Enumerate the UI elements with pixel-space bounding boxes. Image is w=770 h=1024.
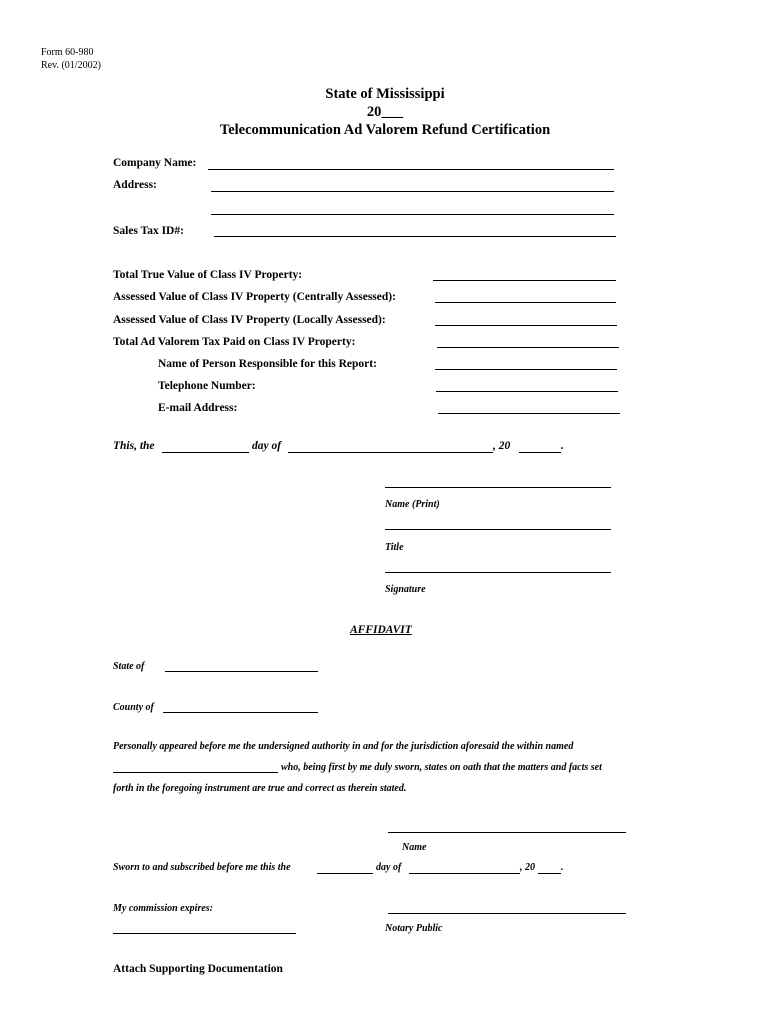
title-year: 20___ (366, 104, 404, 120)
year-field[interactable] (519, 452, 561, 453)
state-of-field[interactable] (165, 671, 318, 672)
email-label: E-mail Address: (158, 402, 238, 414)
sales-tax-field[interactable] (214, 236, 616, 237)
assessed-local-field[interactable] (435, 325, 617, 326)
assessed-local-label: Assessed Value of Class IV Property (Locally Assessed): (113, 314, 386, 326)
affidavit-paragraph-line-3: forth in the foregoing instrument are true and correct as therein stated. (113, 783, 407, 794)
address-field-line-1[interactable] (211, 191, 614, 192)
company-name-field[interactable] (208, 169, 614, 170)
page-title: Telecommunication Ad Valorem Refund Certification (219, 122, 551, 138)
tax-paid-label: Total Ad Valorem Tax Paid on Class IV Property: (113, 336, 356, 348)
total-true-value-field[interactable] (433, 280, 616, 281)
commission-expires-field[interactable] (113, 933, 296, 934)
total-true-value-label: Total True Value of Class IV Property: (113, 269, 303, 281)
title-label: Title (385, 542, 404, 553)
title-field[interactable] (385, 529, 611, 530)
day-field[interactable] (162, 452, 249, 453)
assessed-central-label: Assessed Value of Class IV Property (Centrally Assessed): (113, 291, 396, 303)
form-number: Form 60-980 (41, 47, 94, 58)
sworn-year-field[interactable] (538, 873, 561, 874)
notary-signature-field[interactable] (388, 913, 626, 914)
email-field[interactable] (438, 413, 620, 414)
sworn-month-field[interactable] (409, 873, 520, 874)
affiant-name-field[interactable] (113, 772, 278, 773)
name-print-label: Name (Print) (385, 499, 440, 510)
sworn-period: . (561, 862, 564, 873)
tax-paid-field[interactable] (437, 347, 619, 348)
form-revision: Rev. (01/2002) (41, 60, 101, 71)
affidavit-heading: AFFIDAVIT (350, 624, 412, 636)
address-field-line-2[interactable] (211, 214, 614, 215)
sworn-year-prefix: , 20 (520, 862, 535, 873)
sworn-day-field[interactable] (317, 873, 373, 874)
responsible-person-label: Name of Person Responsible for this Report: (158, 358, 377, 370)
signature-field[interactable] (385, 572, 611, 573)
date-period: . (561, 440, 564, 452)
telephone-label: Telephone Number: (158, 380, 256, 392)
day-of-label: day of (252, 440, 282, 452)
name-print-field[interactable] (385, 487, 611, 488)
county-of-label: County of (113, 702, 154, 713)
affiant-name-label: Name (402, 842, 427, 853)
address-label: Address: (113, 179, 157, 191)
assessed-central-field[interactable] (435, 302, 616, 303)
company-name-label: Company Name: (113, 157, 197, 169)
telephone-field[interactable] (436, 391, 618, 392)
attach-documentation-label: Attach Supporting Documentation (113, 963, 283, 975)
sworn-text: Sworn to and subscribed before me this the (113, 862, 291, 873)
sworn-day-of-label: day of (376, 862, 402, 873)
this-the-label: This, the (113, 440, 155, 452)
state-of-label: State of (113, 661, 145, 672)
affidavit-paragraph-line-2: who, being first by me duly sworn, states on oath that the matters and facts set (281, 762, 602, 773)
sales-tax-label: Sales Tax ID#: (113, 225, 184, 237)
affidavit-paragraph-line-1: Personally appeared before me the undersigned authority in and for the jurisdiction aforesaid the within named (113, 741, 574, 752)
notary-public-label: Notary Public (385, 923, 443, 934)
month-field[interactable] (288, 452, 493, 453)
affiant-signature-field[interactable] (388, 832, 626, 833)
commission-expires-label: My commission expires: (113, 903, 213, 914)
county-of-field[interactable] (163, 712, 318, 713)
responsible-person-field[interactable] (435, 369, 617, 370)
signature-label: Signature (385, 584, 426, 595)
title-state: State of Mississippi (325, 86, 445, 102)
year-prefix-label: , 20 (493, 440, 511, 452)
